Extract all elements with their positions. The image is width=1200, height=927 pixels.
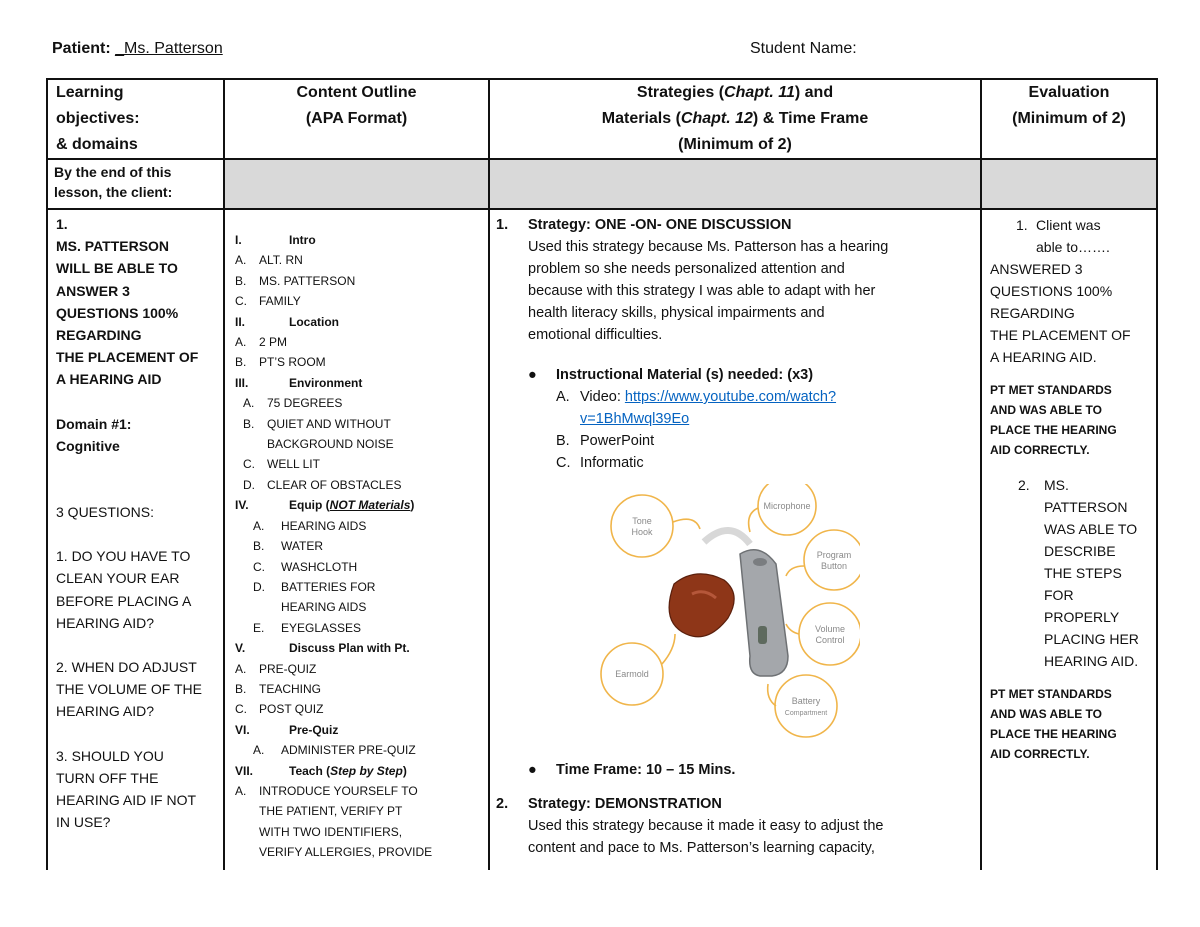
evaluation-cell (981, 209, 1157, 870)
material-label: Informatic (580, 455, 644, 471)
domain-value: Cognitive (56, 437, 120, 454)
outline-item-text: PT’S ROOM (259, 355, 326, 370)
evaluation-result-line: PLACE THE HEARING (990, 423, 1117, 437)
outline-item-text: Discuss Plan with Pt. (289, 641, 410, 656)
evaluation-1-intro (1036, 214, 1148, 258)
evaluation-line: REGARDING (990, 305, 1075, 321)
outline-item-text: TEACHING (259, 681, 322, 696)
outline-item-text: BATTERIES FOR (281, 579, 376, 594)
evaluation-line: THE PLACEMENT OF (990, 327, 1131, 343)
objective-goal-line: WILL BE ABLE TO (56, 260, 178, 277)
diagram-circle (804, 530, 860, 590)
strategy-1-body (528, 236, 970, 346)
question-1 (56, 545, 215, 634)
grey-cell (981, 159, 1157, 209)
strategy-1-title: Strategy: ONE -ON- ONE DISCUSSION (528, 217, 792, 233)
outline-item-text: POST QUIZ (259, 702, 324, 717)
question-line: 1. DO YOU HAVE TO (56, 548, 191, 565)
grey-cell (224, 159, 489, 209)
outline-item-text: WITH TWO IDENTIFIERS, (259, 824, 403, 839)
outline-item-text: THE PATIENT, VERIFY PT (259, 804, 403, 819)
evaluation-line: A HEARING AID. (990, 349, 1097, 365)
objectives-header-line: Learning (56, 84, 124, 101)
outline-item-text: HEARING AIDS (281, 600, 367, 615)
outline-item-number: A. (235, 661, 247, 676)
outline-item-number: C. (243, 457, 255, 472)
outline-item (235, 557, 484, 577)
objective-goal-line: MS. PATTERSON (56, 238, 170, 255)
outline-item (235, 250, 484, 270)
outline-item-number: D. (253, 579, 265, 594)
question-2 (56, 656, 215, 723)
time-frame-bullet (506, 759, 970, 781)
header-row (47, 79, 1157, 159)
outline-item (235, 679, 484, 699)
material-informatic (506, 452, 970, 474)
strategy-body-line: problem so she needs personalized attention and (528, 261, 845, 277)
outline-item-text: MS. PATTERSON (259, 273, 356, 288)
outline-item (235, 781, 484, 801)
outline-item (235, 740, 484, 760)
outline-item-number: C. (235, 702, 247, 717)
diagram-label: Program (816, 550, 852, 560)
diagram-label: Tone (632, 516, 652, 526)
strategy-body-line: emotional difficulties. (528, 327, 663, 343)
outline-item-number: I. (235, 233, 242, 247)
bullet-icon: ● (528, 367, 537, 383)
outline-item (235, 393, 484, 413)
patient-label: Patient: (52, 40, 111, 57)
diagram-label: Battery (791, 696, 821, 706)
question-line: 3. SHOULD YOU (56, 747, 164, 764)
question-line: IN USE? (56, 814, 111, 831)
outline-item-number: III. (235, 375, 249, 390)
objectives-cell (47, 209, 224, 870)
outline-item-number (253, 597, 281, 617)
outline-item (235, 454, 484, 474)
objective-goal (56, 235, 215, 390)
video-link[interactable]: https://www.youtube.com/watch? (624, 389, 837, 405)
outline-item-text: PRE-QUIZ (259, 661, 317, 676)
diagram-label: Hook (631, 527, 653, 537)
evaluation-result-line: PLACE THE HEARING (990, 727, 1117, 741)
diagram-label: Volume (814, 624, 846, 634)
outline-item (235, 577, 484, 597)
outline-item-text: 2 PM (259, 335, 288, 350)
outline-item-text: Location (289, 314, 339, 329)
outline-item-number: B. (253, 539, 265, 554)
outline-item-text: WASHCLOTH (281, 559, 358, 574)
patient-name: _Ms. Patterson (115, 40, 223, 57)
objective-goal-line: A HEARING AID (56, 371, 162, 388)
evaluation-header (981, 79, 1157, 159)
outline-item (235, 536, 484, 556)
strategy-body-line: because with this strategy I was able to adapt with her (528, 283, 876, 299)
objectives-header-line: & domains (56, 136, 138, 153)
outline-item (235, 291, 484, 311)
evaluation-1-body (990, 258, 1148, 368)
evaluation-line: ANSWERED 3 (990, 261, 1083, 277)
evaluation-line: able to……. (1036, 239, 1110, 255)
objective-goal-line: ANSWER 3 (56, 282, 130, 299)
outline-item-number (243, 434, 267, 454)
evaluation-2-number: 2. (1018, 477, 1030, 493)
outline-item (235, 516, 484, 536)
evaluation-line: PLACING HER (1044, 631, 1139, 647)
evaluation-line: QUESTIONS 100% (990, 283, 1113, 299)
materials-title: Instructional Material (s) needed: (x3) (556, 367, 814, 383)
materials-bullet (506, 364, 970, 386)
diagram-circle (611, 495, 673, 557)
objectives-header (47, 79, 224, 159)
intro-cell (47, 159, 224, 209)
evaluation-result-line: PT MET STANDARDS (990, 687, 1112, 701)
strategy-body-line: Used this strategy because it made it easy to adjust the (528, 818, 884, 834)
content-outline-cell (224, 209, 489, 870)
outline-item-number (235, 801, 259, 821)
outline-item (235, 638, 484, 658)
strategy-body-line: Used this strategy because Ms. Patterson has a hearing (528, 239, 889, 255)
evaluation-line: WAS ABLE TO (1044, 521, 1138, 537)
outline-item-text: 75 DEGREES (267, 396, 343, 411)
question-line: HEARING AID IF NOT (56, 792, 197, 809)
outline-list (235, 230, 484, 863)
outline-item-number: IV. (235, 498, 249, 513)
outline-item (235, 822, 484, 842)
content-header-line: (APA Format) (305, 110, 408, 127)
outline-item-text: FAMILY (259, 294, 301, 309)
outline-item (235, 271, 484, 291)
diagram-label: Microphone (763, 501, 811, 511)
evaluation-result-line: PT MET STANDARDS (990, 383, 1112, 397)
material-letter: B. (556, 433, 570, 449)
question-line: 2. WHEN DO ADJUST (56, 659, 197, 676)
student-line (750, 40, 857, 58)
evaluation-1-result (990, 380, 1148, 460)
objective-goal-line: THE PLACEMENT OF (56, 349, 199, 366)
outline-item-number: C. (253, 559, 265, 574)
outline-item-number: VII. (235, 763, 254, 778)
outline-item-text: Equip (NOT Materials) (289, 498, 415, 513)
outline-item-text: Environment (289, 375, 363, 390)
evaluation-line: Client was (1036, 217, 1101, 233)
evaluation-line: PROPERLY (1044, 609, 1120, 625)
evaluation-line: HEARING AID. (1044, 653, 1139, 669)
objective-number: 1. (56, 216, 68, 232)
material-video-label: Video: (580, 389, 625, 405)
evaluation-1-number: 1. (1016, 217, 1028, 233)
outline-item (235, 801, 484, 821)
outline-item (235, 312, 484, 332)
outline-item-text: Intro (289, 233, 316, 247)
bullet-icon: ● (528, 762, 537, 778)
evaluation-result-line: AID CORRECTLY. (990, 443, 1090, 457)
outline-item-text: HEARING AIDS (281, 518, 367, 533)
evaluation-line: THE STEPS (1044, 565, 1122, 581)
outline-item-number: D. (243, 477, 255, 492)
outline-item-text: BACKGROUND NOISE (267, 437, 394, 452)
hearing-aid-diagram (600, 484, 860, 742)
outline-item-number: C. (235, 294, 247, 309)
evaluation-line: FOR (1044, 587, 1074, 603)
outline-item-number: E. (253, 620, 265, 635)
outline-item-number: VI. (235, 722, 250, 737)
diagram-circle (799, 603, 860, 665)
strategies-header-line: Materials (Chapt. 12) & Time Frame (601, 110, 869, 127)
outline-item-number: II. (235, 314, 246, 329)
evaluation-line: PATTERSON (1044, 499, 1128, 515)
material-video (506, 386, 970, 430)
outline-item-number (235, 822, 259, 842)
evaluation-line: DESCRIBE (1044, 543, 1116, 559)
outline-item (235, 414, 484, 434)
outline-item-text: ADMINISTER PRE-QUIZ (281, 743, 416, 758)
outline-item-text: CLEAR OF OBSTACLES (267, 477, 402, 492)
intro-line: By the end of this (54, 164, 172, 180)
outline-item-number: B. (235, 273, 247, 288)
outline-item (235, 475, 484, 495)
material-letter: C. (556, 455, 571, 471)
domain-label: Domain #1: (56, 415, 132, 432)
strategy-body-line: health literacy skills, physical impairments and (528, 305, 825, 321)
questions-label: 3 QUESTIONS: (56, 504, 155, 521)
outline-item (235, 597, 484, 617)
outline-item (235, 761, 484, 781)
diagram-label: Earmold (615, 669, 649, 679)
material-powerpoint (506, 430, 970, 452)
intro-line: lesson, the client: (54, 184, 173, 200)
outline-item (235, 659, 484, 679)
outline-item-number: V. (235, 641, 246, 656)
outline-item-text: Pre-Quiz (289, 722, 339, 737)
question-line: HEARING AID? (56, 614, 155, 631)
grey-cell (489, 159, 981, 209)
outline-item-text: QUIET AND WITHOUT (267, 416, 391, 431)
question-line: THE VOLUME OF THE (56, 681, 202, 698)
video-link-continued[interactable]: v=1BhMwql39Eo (580, 411, 690, 427)
strategy-2-title: Strategy: DEMONSTRATION (528, 796, 722, 812)
material-label: PowerPoint (580, 433, 655, 449)
question-3 (56, 745, 215, 834)
evaluation-header-line: (Minimum of 2) (1012, 110, 1126, 127)
objective-goal-line: QUESTIONS 100% (56, 304, 179, 321)
outline-item (235, 699, 484, 719)
outline-item-number: A. (235, 253, 247, 268)
strategy-1-number: 1. (496, 217, 509, 233)
patient-line (52, 40, 223, 58)
outline-item-number: A. (253, 743, 265, 758)
content-row (47, 209, 1157, 870)
evaluation-result-line: AID CORRECTLY. (990, 747, 1090, 761)
evaluation-2-result (990, 684, 1148, 764)
strategy-body-line: content and pace to Ms. Patterson’s learning capacity, (528, 840, 875, 856)
diagram-label: Button (820, 561, 848, 571)
outline-item-text: INTRODUCE YOURSELF TO (259, 783, 418, 798)
strategy-2-body (528, 815, 970, 859)
evaluation-result-line: AND WAS ABLE TO (990, 403, 1103, 417)
question-line: TURN OFF THE (56, 769, 159, 786)
evaluation-result-line: AND WAS ABLE TO (990, 707, 1103, 721)
outline-item (235, 618, 484, 638)
outline-item-number (235, 842, 259, 862)
diagram-label: Compartment (784, 710, 828, 717)
outline-item (235, 434, 484, 454)
outline-item (235, 352, 484, 372)
outline-item-text: Teach (Step by Step) (289, 763, 407, 778)
evaluation-line: MS. (1044, 477, 1069, 493)
outline-item-number: A. (253, 518, 265, 533)
outline-item-number: B. (235, 355, 247, 370)
outline-item (235, 332, 484, 352)
time-frame: Time Frame: 10 – 15 Mins. (556, 762, 736, 778)
outline-item-text: WELL LIT (267, 457, 320, 472)
outline-item-text: WATER (281, 539, 323, 554)
outline-item (235, 842, 484, 862)
outline-item (235, 495, 484, 515)
strategies-cell (489, 209, 981, 870)
outline-item-number: A. (235, 783, 247, 798)
material-letter: A. (556, 389, 570, 405)
question-line: BEFORE PLACING A (56, 592, 192, 609)
outline-item (235, 230, 484, 250)
strategies-header-line: Strategies (Chapt. 11) and (636, 84, 834, 101)
student-name-label: Student Name: (750, 40, 857, 57)
diagram-circle (775, 675, 837, 737)
question-line: CLEAN YOUR EAR (56, 570, 180, 587)
strategies-header (489, 79, 981, 159)
outline-item (235, 720, 484, 740)
content-outline-header (224, 79, 489, 159)
objectives-header-line: objectives: (56, 110, 140, 127)
diagram-label: Control (815, 635, 845, 645)
outline-item-text: EYEGLASSES (281, 620, 362, 635)
outline-item-number: B. (243, 416, 255, 431)
strategy-2-number: 2. (496, 796, 509, 812)
outline-item-text: VERIFY ALLERGIES, PROVIDE (259, 845, 433, 860)
question-line: HEARING AID? (56, 703, 155, 720)
intro-row (47, 159, 1157, 209)
outline-item-number: A. (243, 396, 255, 411)
teaching-plan-table (46, 78, 1158, 870)
outline-item (235, 373, 484, 393)
content-header-line: Content Outline (296, 84, 417, 101)
outline-item-number: A. (235, 335, 247, 350)
evaluation-header-line: Evaluation (1028, 84, 1110, 101)
outline-item-number: B. (235, 681, 247, 696)
strategies-header-line: (Minimum of 2) (678, 136, 792, 153)
evaluation-2-body (1044, 474, 1148, 672)
objective-goal-line: REGARDING (56, 327, 142, 344)
outline-item-text: ALT. RN (259, 253, 303, 268)
